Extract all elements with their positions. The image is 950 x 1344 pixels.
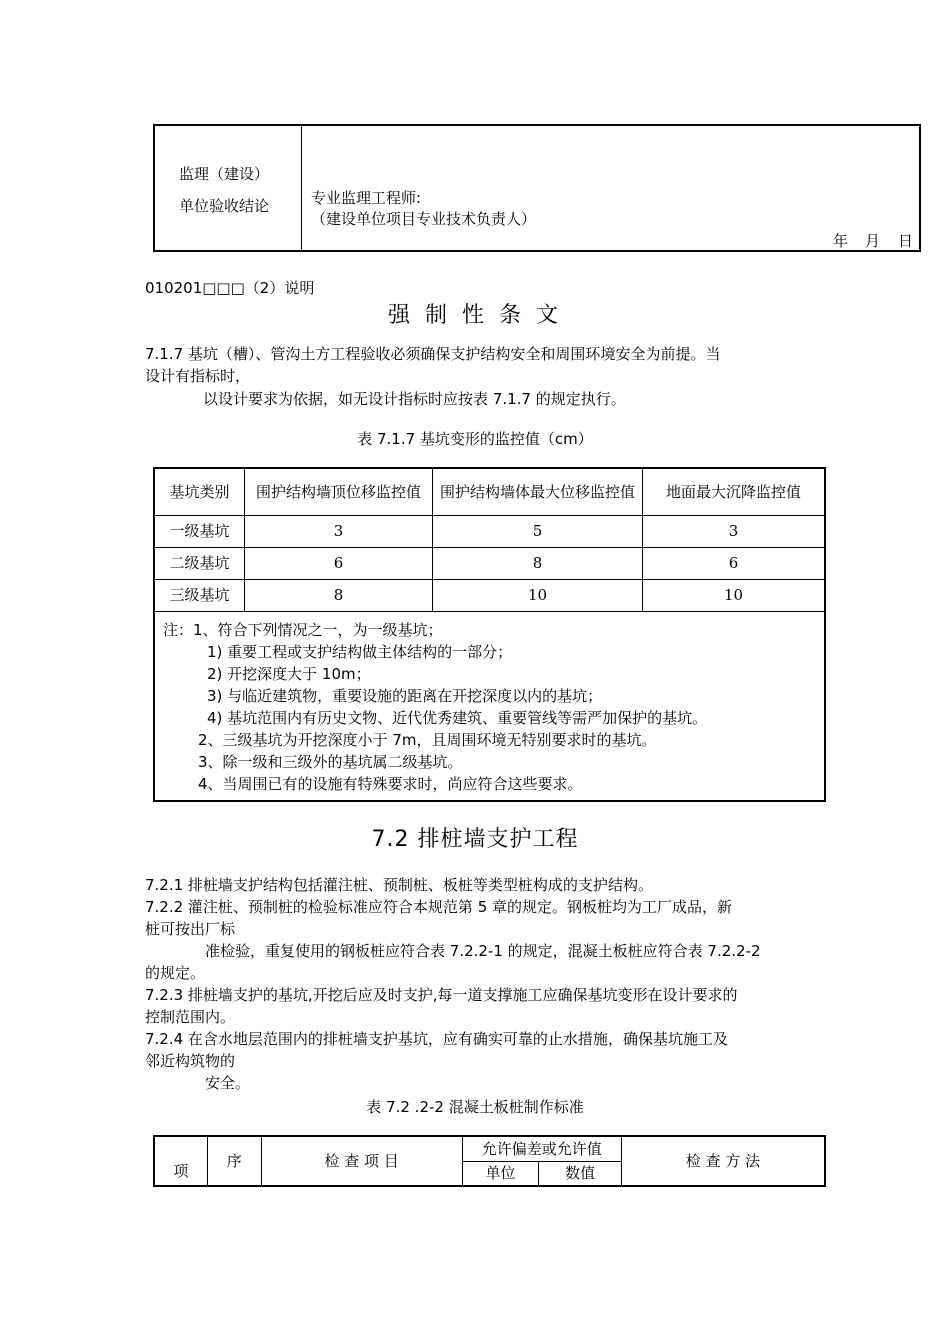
- sign-off-content-cell: [302, 125, 921, 251]
- clause-717-line2: 设计有指标时，: [145, 367, 251, 385]
- note-line: 注：1、符合下列情况之一，为一级基坑；: [163, 620, 443, 639]
- clause-722-line3: 准检验，重复使用的钢板桩应符合表 7.2.2-1 的规定，混凝土板桩应符合表 7.2.2-2: [205, 942, 761, 960]
- note-line: 2、三级基坑为开挖深度小于 7m，且周围环境无特别要求时的基坑。: [198, 730, 657, 749]
- clause-722-line1: 7.2.2 灌注桩、预制桩的检验标准应符合本规范第 5 章的规定。钢板桩均为工厂成品，新: [145, 898, 733, 916]
- table-cell: 一级基坑: [154, 515, 245, 547]
- note-line: 1) 重要工程或支护结构做主体结构的一部分；: [207, 642, 513, 661]
- clause-717-line3: 以设计要求为依据，如无设计指标时应按表 7.1.7 的规定执行。: [203, 390, 626, 408]
- clause-724-line3: 安全。: [205, 1074, 251, 1092]
- clause-724-line1: 7.2.4 在含水地层范围内的排桩墙支护基坑，应有确实可靠的止水措施，确保基坑施工及: [145, 1030, 728, 1048]
- table-cell: 二级基坑: [154, 547, 245, 579]
- col-item: 项: [154, 1136, 207, 1186]
- col-check-item: 检 查 项 目: [261, 1136, 462, 1186]
- table-row: [154, 547, 825, 579]
- table-717-header-row: [154, 468, 825, 515]
- note-line: 4、当周围已有的设施有特殊要求时，尚应符合这些要求。: [198, 774, 583, 793]
- sign-off-table: [153, 124, 921, 252]
- clause-721: 7.2.1 排桩墙支护结构包括灌注桩、预制桩、板桩等类型桩构成的支护结构。: [145, 876, 653, 894]
- table-7222-caption: 表 7.2 .2-2 混凝土板桩制作标准: [366, 1098, 584, 1116]
- table-row: [154, 579, 825, 611]
- table-717-header-cell: 基坑类别: [154, 468, 245, 515]
- mandatory-title: 强 制 性 条 文: [388, 303, 562, 328]
- table-cell: 3: [643, 515, 826, 547]
- note-line: 4) 基坑范围内有历史文物、近代优秀建筑、重要管线等需严加保护的基坑。: [207, 708, 708, 727]
- note-line: 3、除一级和三级外的基坑属二级基坑。: [198, 752, 463, 771]
- table-cell: 5: [433, 515, 643, 547]
- clause-722-line2: 桩可按出厂标: [145, 920, 236, 938]
- col-unit: 单位: [462, 1161, 539, 1186]
- table-717-notes-row: [154, 611, 825, 801]
- table-cell: 6: [245, 547, 433, 579]
- clause-724-line2: 邻近构筑物的: [145, 1052, 236, 1070]
- table-717: [153, 467, 826, 802]
- note-heading: 010201□□□（2）说明: [145, 279, 315, 297]
- note-line: 2) 开挖深度大于 10m；: [207, 664, 371, 683]
- table-row: [154, 515, 825, 547]
- section-72-title: 7.2 排桩墙支护工程: [371, 827, 579, 852]
- table-717-header-cell: 围护结构墙顶位移监控值: [245, 468, 433, 515]
- sign-off-label-cell: [154, 125, 302, 251]
- col-method: 检 查 方 法: [621, 1136, 825, 1186]
- table-cell: 8: [245, 579, 433, 611]
- sign-off-label-line1: 监理（建设）: [179, 165, 270, 183]
- table-cell: 三级基坑: [154, 579, 245, 611]
- table-717-notes-cell: [154, 611, 825, 801]
- table-7222: [153, 1135, 826, 1187]
- note-line: 3) 与临近建筑物，重要设施的距离在开挖深度以内的基坑；: [207, 686, 603, 705]
- table-cell: 6: [643, 547, 826, 579]
- table-717-header-cell: 围护结构墙体最大位移监控值: [433, 468, 643, 515]
- table-cell: 10: [643, 579, 826, 611]
- table-7222-header-row: [154, 1136, 825, 1161]
- clause-723-line2: 控制范围内。: [145, 1008, 236, 1026]
- col-value: 数值: [539, 1161, 622, 1186]
- table-cell: 10: [433, 579, 643, 611]
- clause-722-line4: 的规定。: [145, 964, 206, 982]
- date-month: 月: [865, 232, 881, 250]
- table-cell: 3: [245, 515, 433, 547]
- col-seq: 序: [207, 1136, 261, 1186]
- owner-label: （建设单位项目专业技术负责人）: [311, 210, 537, 228]
- clause-717-line1: 7.1.7 基坑（槽）、管沟土方工程验收必须确保支护结构安全和周围环境安全为前提。当: [145, 345, 721, 363]
- date-year: 年: [833, 232, 849, 250]
- col-tolerance: 允许偏差或允许值: [462, 1136, 621, 1161]
- table-717-header-cell: 地面最大沉降监控值: [643, 468, 826, 515]
- clause-723-line1: 7.2.3 排桩墙支护的基坑,开挖后应及时支护,每一道支撑施工应确保基坑变形在设计要求的: [145, 986, 738, 1004]
- date-day: 日: [898, 232, 914, 250]
- sign-off-label-line2: 单位验收结论: [179, 197, 270, 215]
- table-cell: 8: [433, 547, 643, 579]
- table-717-caption: 表 7.1.7 基坑变形的监控值（cm）: [357, 430, 593, 448]
- engineer-label: 专业监理工程师:: [311, 189, 422, 207]
